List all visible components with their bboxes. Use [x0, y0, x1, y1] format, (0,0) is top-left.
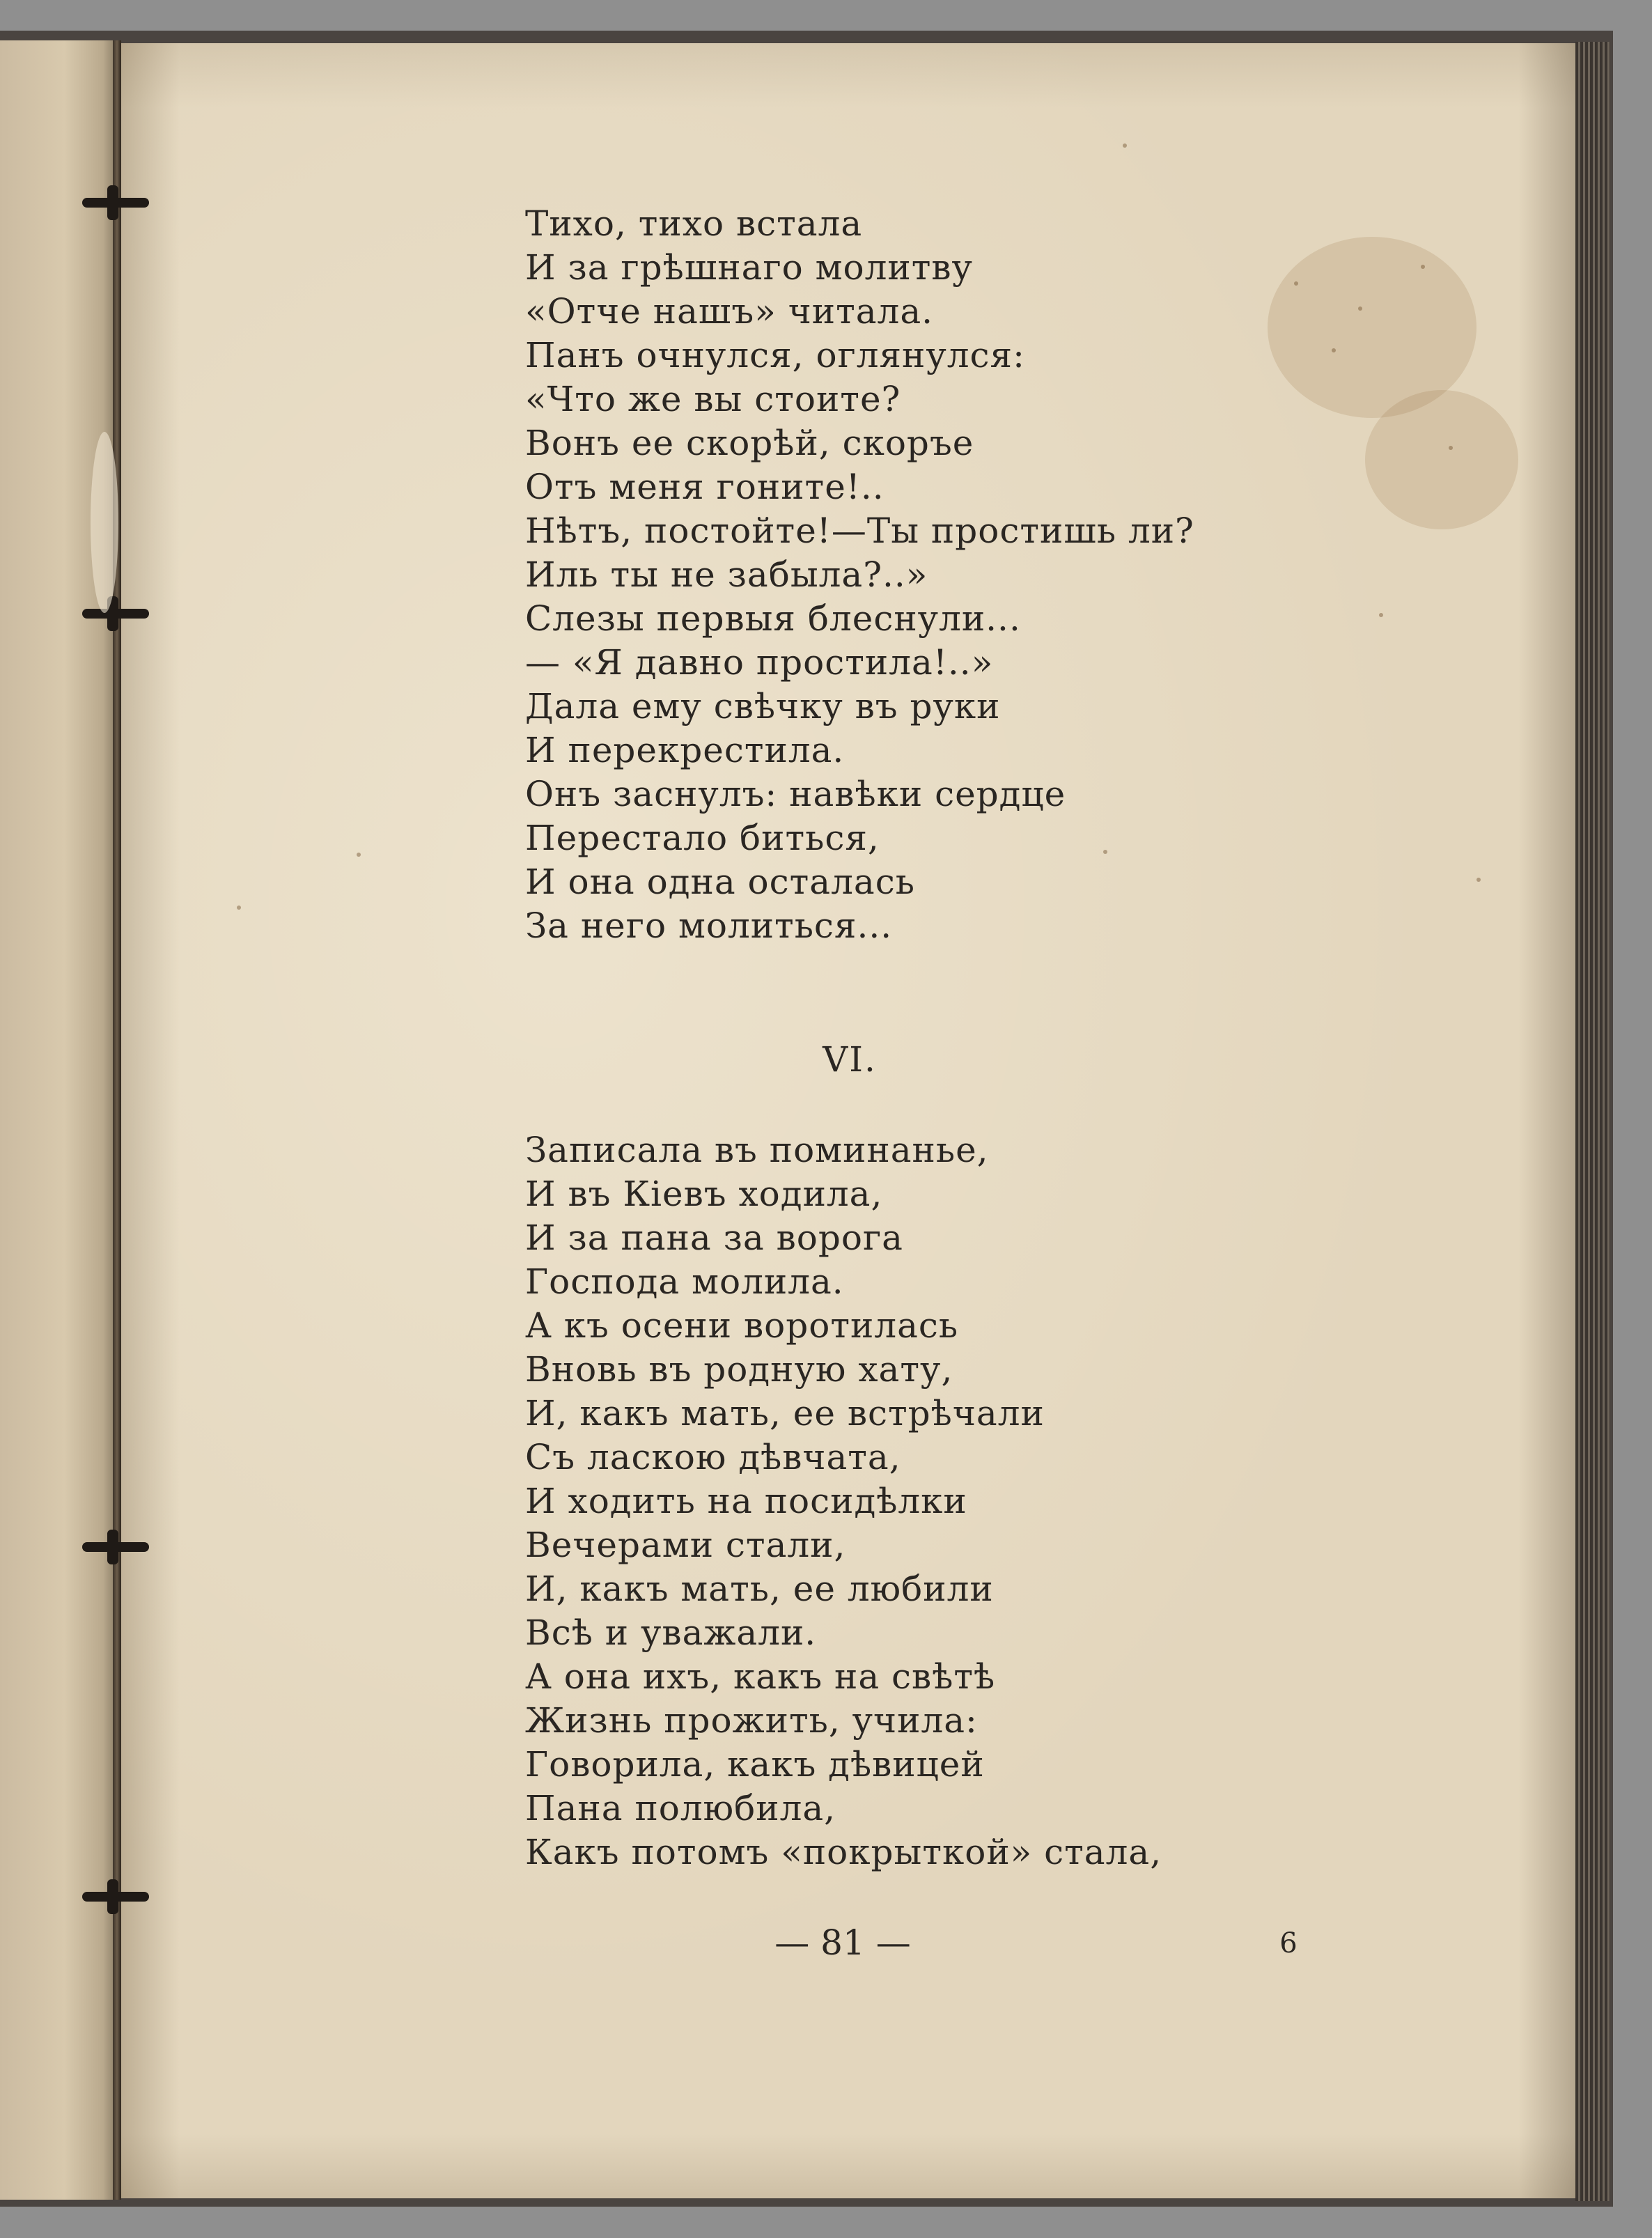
poem-line: Дала ему свѣчку въ руки [525, 686, 1001, 726]
binding-stitch [82, 1892, 149, 1902]
poem-line: Перестало биться, [525, 818, 880, 858]
poem-line: Вновь въ родную хату, [525, 1349, 953, 1390]
poem-line: И въ Кіевъ ходила, [525, 1174, 883, 1214]
poem-line: Панъ очнулся, оглянулся: [525, 335, 1025, 375]
paper-speck [1379, 613, 1383, 617]
poem-line: Съ ласкою дѣвчата, [525, 1437, 901, 1477]
poem-line: И за грѣшнаго молитву [525, 247, 973, 288]
paper-speck [1123, 143, 1127, 148]
poem-line: Онъ заснулъ: навѣки сердце [525, 774, 1066, 814]
book-gutter [113, 40, 121, 2200]
poem-line: Отъ меня гоните!.. [525, 467, 885, 507]
page-number: — 81 — [774, 1922, 911, 1963]
paper-speck [1421, 265, 1425, 269]
section-heading: VI. [823, 1039, 877, 1080]
binding-stitch [82, 1542, 149, 1552]
poem-line: За него молиться... [525, 906, 893, 946]
poem-line: Пана полюбила, [525, 1788, 836, 1828]
signature-mark: 6 [1279, 1927, 1298, 1959]
paper-speck [1449, 446, 1453, 450]
stanza-2 [525, 1128, 1361, 1874]
poem-line: «Что же вы стоите? [525, 379, 901, 419]
stanza-1 [525, 202, 1361, 948]
previous-page-edge [0, 40, 117, 2200]
poem-line: Тихо, тихо встала [525, 203, 863, 244]
poem-line: Иль ты не забыла?..» [525, 554, 928, 595]
poem-line: Записала въ поминанье, [525, 1130, 989, 1170]
poem-line: А къ осени воротилась [525, 1305, 959, 1346]
poem-line: И ходить на посидѣлки [525, 1481, 967, 1521]
poem-line: — «Я давно простила!..» [525, 642, 994, 683]
paper-speck [237, 906, 241, 910]
poem-line: И она одна осталась [525, 862, 915, 902]
poem-line: Вечерами стали, [525, 1525, 846, 1565]
poem-line: И, какъ мать, ее встрѣчали [525, 1393, 1045, 1433]
paper-speck [1476, 878, 1481, 882]
poem-line: Какъ потомъ «покрыткой» стала, [525, 1832, 1162, 1872]
paper-speck [357, 853, 361, 857]
page-edges [1575, 42, 1610, 2201]
poem-line: Жизнь прожить, учила: [525, 1700, 978, 1741]
poem-line: Слезы первыя блеснули... [525, 598, 1021, 639]
poem-line: И перекрестила. [525, 730, 845, 770]
poem-line: А она ихъ, какъ на свѣтѣ [525, 1656, 996, 1697]
poem-line: И за пана за ворога [525, 1218, 903, 1258]
paper-stain [1365, 390, 1518, 529]
poem-line: И, какъ мать, ее любили [525, 1569, 994, 1609]
poem-line: Господа молила. [525, 1261, 844, 1302]
binding-stitch [82, 609, 149, 619]
poem-line: Вонъ ее скорѣй, скоръе [525, 423, 974, 463]
poem-line: Говорила, какъ дѣвицей [525, 1744, 985, 1785]
poem-line: Нѣтъ, постойте!—Ты простишь ли? [525, 511, 1194, 551]
paper-tear [91, 432, 118, 613]
binding-stitch [82, 198, 149, 208]
poem-line: Всѣ и уважали. [525, 1613, 817, 1653]
poem-line: «Отче нашъ» читала. [525, 291, 934, 332]
